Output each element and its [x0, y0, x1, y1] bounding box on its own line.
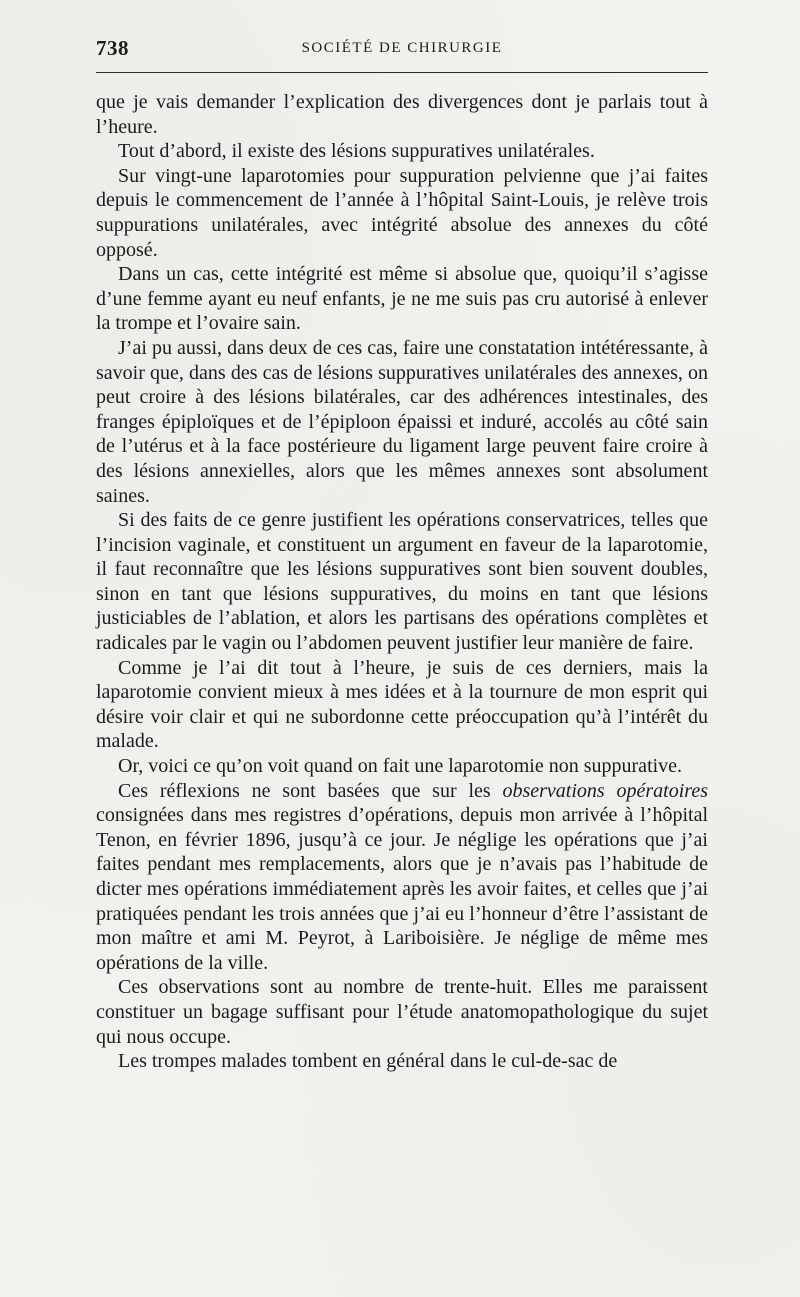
paragraph-text: consignées dans mes registres d’opérations, depuis mon arrivée à l’hôpital Tenon, en février 1896, jusqu’à ce jour. Je néglige les opérations que j’ai faites pendant mes remplacements, alors que je n’avais pas l’habitude de dicter mes opérations immédiatement après les avoir faites, et celles que j’ai pratiquées pendant les trois années que j’ai eu l’honneur d’être l’assistant de mon maître et ami M. Peyrot, à Lariboisière. Je néglige de même mes opérations de la ville. [96, 804, 708, 974]
header-rule [96, 72, 708, 73]
paragraph: Les trompes malades tombent en général dans le cul-de-sac de [118, 1050, 618, 1073]
paragraph-text: Ces réflexions ne sont basées que sur les [118, 779, 503, 802]
paragraph: Dans un cas, cette intégrité est même si absolue que, quoiqu’il s’agisse d’une femme ayant eu neuf enfants, je ne me suis pas cru autorisé à enlever la trompe et l’ovaire sain. [96, 263, 708, 335]
paragraph: Sur vingt-une laparotomies pour suppuration pelvienne que j’ai faites depuis le commencement de l’année à l’hôpital Saint-Louis, je relève trois suppurations unilatérales, avec intégrité absolue des annexes du côté opposé. [96, 164, 708, 261]
paragraph: Si des faits de ce genre justifient les opérations conservatrices, telles que l’incision vaginale, et constituent un argument en faveur de la laparotomie, il faut reconnaître que les lésions suppuratives sont bien souvent doubles, sinon en tant que lésions suppuratives, du moins en tant que lésions justiciables de l’ablation, et alors les partisans des opérations complètes et radicales par le vagin ou l’abdomen peuvent justifier leur manière de faire. [96, 509, 708, 655]
running-head [96, 36, 708, 60]
body-text [96, 90, 708, 1074]
paragraph: Ces observations sont au nombre de trente-huit. Elles me paraissent constituer un bagage suffisant pour l’étude anatomopathologique du sujet qui nous occupe. [96, 976, 708, 1048]
paragraph: que je vais demander l’explication des divergences dont je parlais tout à l’heure. [96, 91, 708, 138]
italic-phrase: observations opératoires [502, 779, 708, 802]
paragraph: J’ai pu aussi, dans deux de ces cas, faire une constatation intétéressante, à savoir que, dans des cas de lésions suppuratives unilatérales des annexes, on peut croire à des lésions bilatérales, car des adhérences intestinales, des franges épiploïques et de l’épiploon épaissi et induré, accolés au côté sain de l’utérus et à la face postérieure du ligament large peuvent faire croire à des lésions annexielles, alors que les mêmes annexes sont absolument saines. [96, 336, 708, 507]
paragraph: Tout d’abord, il existe des lésions suppuratives unilatérales. [118, 140, 595, 163]
page-number: 738 [96, 36, 129, 60]
running-title: SOCIÉTÉ DE CHIRURGIE [301, 40, 503, 56]
paragraph: Or, voici ce qu’on voit quand on fait une laparotomie non suppurative. [118, 755, 683, 778]
paragraph: Comme je l’ai dit tout à l’heure, je suis de ces derniers, mais la laparotomie convient mieux à mes idées et à la tournure de mon esprit qui désire voir clair et qui ne subordonne cette préoccupation qu’à l’intérêt du malade. [96, 656, 708, 753]
paragraph [96, 779, 708, 976]
